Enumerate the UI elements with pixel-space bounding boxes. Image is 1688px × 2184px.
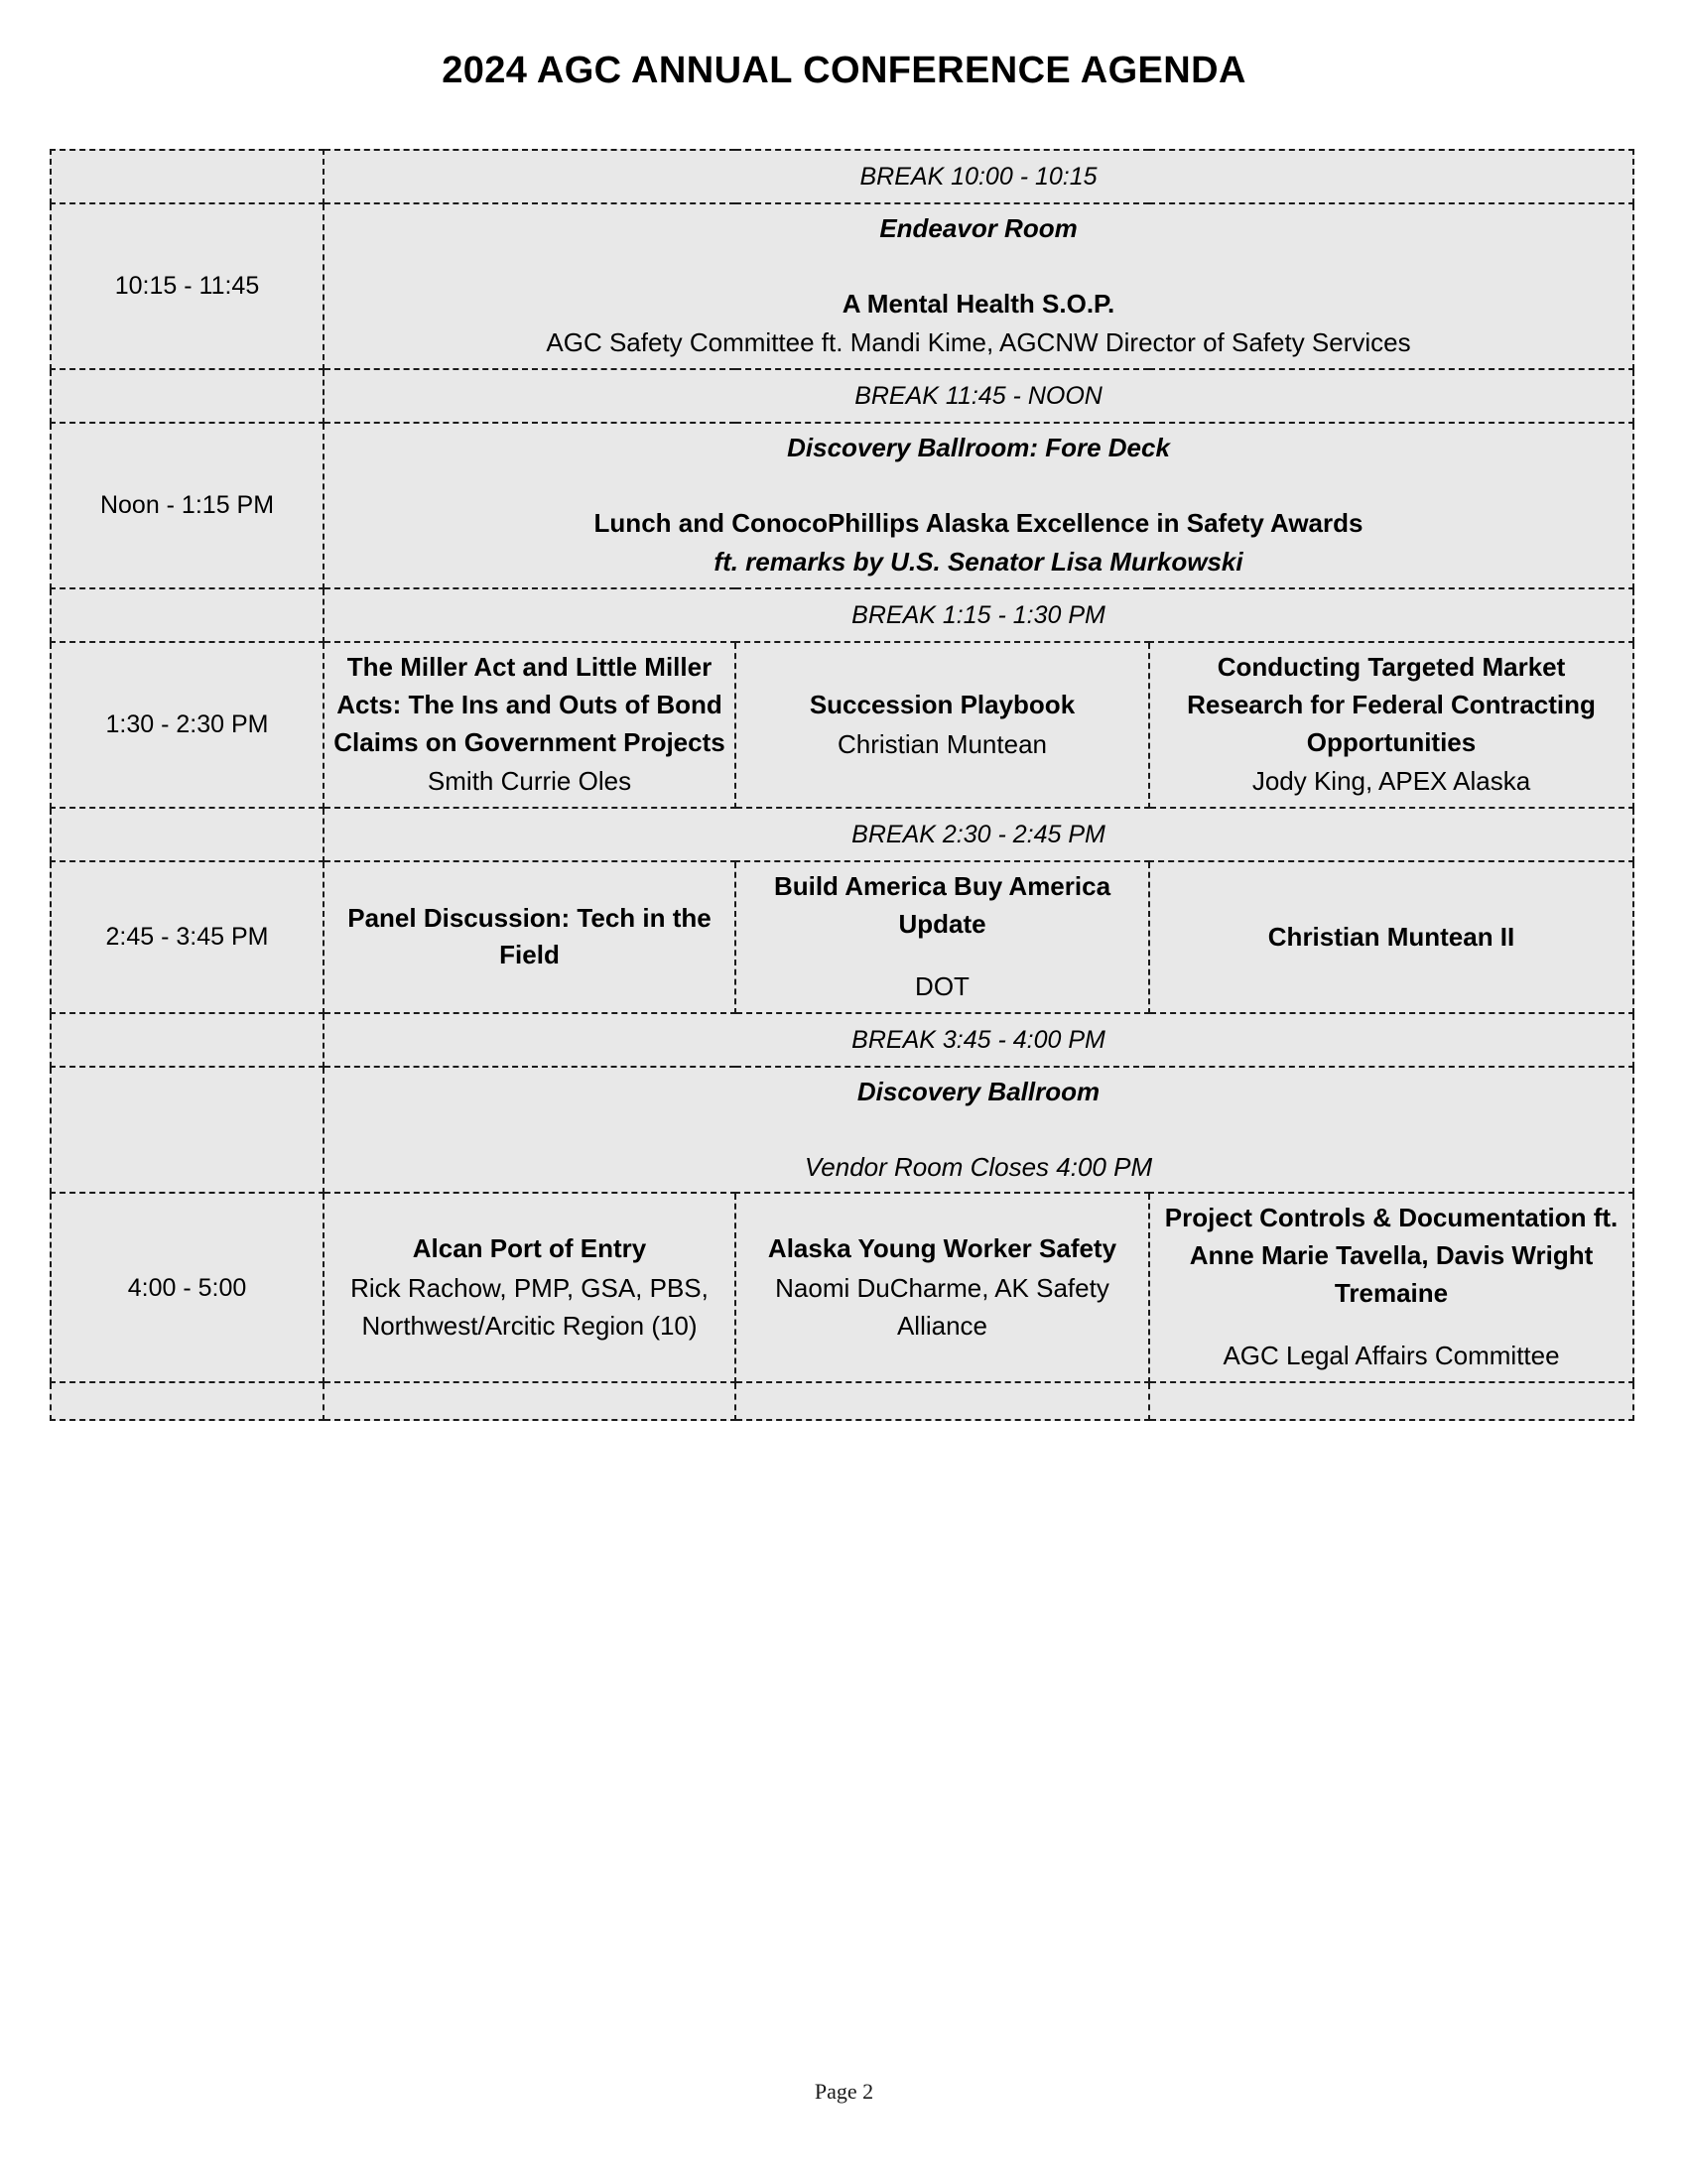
agenda-table [50, 149, 1634, 1421]
spacer [1158, 1312, 1624, 1338]
session-cell-a [324, 1193, 735, 1382]
table-row-slot-130 [51, 642, 1633, 808]
table-row-break-345 [51, 1013, 1633, 1067]
session-subtitle: ft. remarks by U.S. Senator Lisa Murkowski [714, 547, 1243, 578]
room-label: Discovery Ballroom: Fore Deck [787, 433, 1170, 463]
break-label: BREAK 2:30 - 2:45 PM [324, 808, 1633, 861]
session-cell-c [1149, 861, 1633, 1013]
blank-cell [1149, 1382, 1633, 1420]
table-row-blank [51, 1382, 1633, 1420]
session-title: Alaska Young Worker Safety [767, 1233, 1117, 1264]
session-title: Build America Buy America Update [773, 870, 1111, 939]
session-cell-b [735, 1193, 1149, 1382]
session-title: Project Controls & Documentation ft. Anne Marie Tavella, Davis Wright Tremaine [1164, 1203, 1619, 1308]
session-presenter: Jody King, APEX Alaska [1251, 766, 1531, 797]
vendor-note: Vendor Room Closes 4:00 PM [804, 1151, 1153, 1182]
spacer [332, 467, 1624, 505]
room-label: Discovery Ballroom [856, 1076, 1101, 1106]
break-label: BREAK 1:15 - 1:30 PM [324, 588, 1633, 642]
blank-cell [51, 1382, 324, 1420]
room-label: Endeavor Room [879, 213, 1078, 243]
table-row-break-115 [51, 588, 1633, 642]
time-cell: 4:00 - 5:00 [51, 1193, 324, 1382]
table-row-slot-245 [51, 861, 1633, 1013]
table-row-break-230 [51, 808, 1633, 861]
session-title: Succession Playbook [809, 689, 1076, 719]
table-row-slot-noon [51, 423, 1633, 588]
spacer [332, 1111, 1624, 1149]
table-row-break-1145 [51, 369, 1633, 423]
session-presenter: Smith Currie Oles [427, 766, 632, 797]
time-cell-empty [51, 808, 324, 861]
session-cell-c [1149, 642, 1633, 808]
time-cell-empty [51, 1013, 324, 1067]
session-title: Panel Discussion: Tech in the Field [347, 902, 712, 970]
page-footer: Page 2 [814, 2079, 874, 2104]
table-row-slot-1015 [51, 203, 1633, 369]
session-cell [324, 203, 1633, 369]
time-cell: 10:15 - 11:45 [51, 203, 324, 369]
table-row-slot-400 [51, 1193, 1633, 1382]
session-presenter: Christian Muntean [838, 728, 1047, 759]
session-title: A Mental Health S.O.P. [842, 288, 1115, 319]
session-title: Christian Muntean II [1267, 921, 1515, 952]
session-title: Lunch and ConocoPhillips Alaska Excellence in Safety Awards [593, 507, 1363, 538]
blank-cell [324, 1382, 735, 1420]
time-cell-empty [51, 588, 324, 642]
spacer [332, 248, 1624, 286]
session-presenter: AGC Legal Affairs Committee [1223, 1341, 1560, 1371]
time-cell-empty [51, 1067, 324, 1193]
page-title: 2024 AGC ANNUAL CONFERENCE AGENDA [442, 50, 1246, 91]
session-cell-c [1149, 1193, 1633, 1382]
session-title: Conducting Targeted Market Research for Federal Contracting Opportunities [1187, 652, 1596, 757]
session-cell-a [324, 861, 735, 1013]
table-row-vendor [51, 1067, 1633, 1193]
break-label: BREAK 11:45 - NOON [324, 369, 1633, 423]
session-presenter: DOT [915, 971, 970, 1002]
break-label: BREAK 10:00 - 10:15 [324, 150, 1633, 203]
blank-cell [735, 1382, 1149, 1420]
break-label: BREAK 3:45 - 4:00 PM [324, 1013, 1633, 1067]
time-cell-empty [51, 150, 324, 203]
session-cell-b [735, 642, 1149, 808]
time-cell-empty [51, 369, 324, 423]
time-cell: 2:45 - 3:45 PM [51, 861, 324, 1013]
table-row-break-1000 [51, 150, 1633, 203]
vendor-cell [324, 1067, 1633, 1193]
session-cell [324, 423, 1633, 588]
session-title: The Miller Act and Little Miller Acts: The Ins and Outs of Bond Claims on Government Projects [333, 652, 725, 757]
session-cell-b [735, 861, 1149, 1013]
time-cell: Noon - 1:15 PM [51, 423, 324, 588]
session-title: Alcan Port of Entry [412, 1233, 647, 1264]
session-cell-a [324, 642, 735, 808]
time-cell: 1:30 - 2:30 PM [51, 642, 324, 808]
session-presenter: Naomi DuCharme, AK Safety Alliance [775, 1272, 1109, 1341]
spacer [744, 943, 1140, 968]
session-presenter: Rick Rachow, PMP, GSA, PBS, Northwest/Arcitic Region (10) [350, 1272, 709, 1341]
session-presenter: AGC Safety Committee ft. Mandi Kime, AGCNW Director of Safety Services [546, 327, 1411, 358]
